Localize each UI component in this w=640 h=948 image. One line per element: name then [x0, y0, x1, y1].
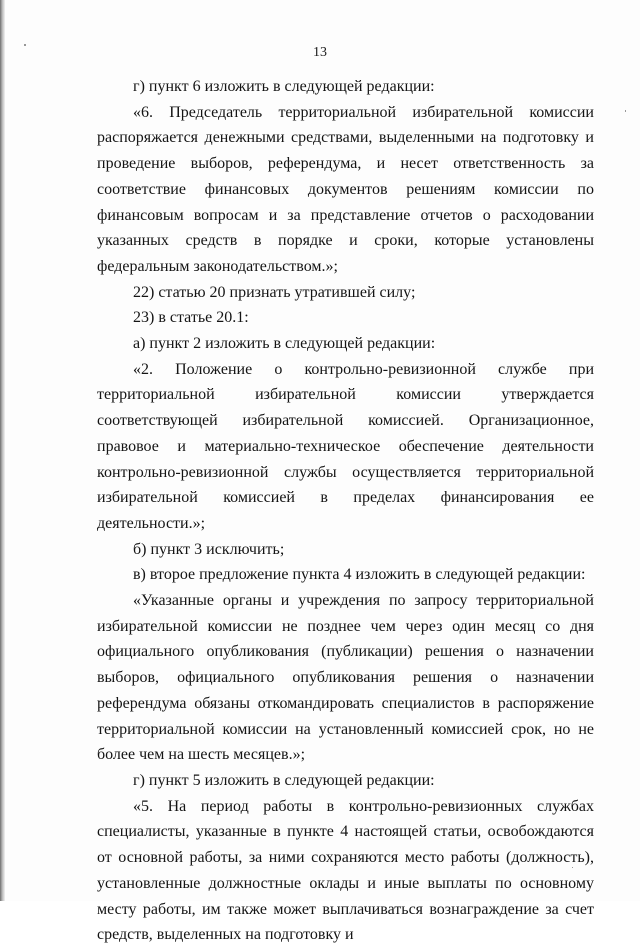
scan-speck [625, 110, 626, 112]
scan-edge-shadow [0, 0, 5, 901]
paragraph-clause-v-4: в) второе предложение пункта 4 изложить в следующей редакции: [133, 566, 586, 584]
paragraph-clause-g-5: г) пункт 5 изложить в следующей редакции: [133, 771, 435, 789]
paragraph-quote-2: «2. Положение о контрольно-ревизионной службе при территориальной избирательной комиссии утверждается соответствующей избирательной комиссией. Организационное, правовое и материально-техническое обеспечение деятельности контрольно-ревизионной службы осуществляется территориальной избирательной комиссией в пределах финансирования ее деятельности.»; [97, 360, 594, 532]
paragraph-quote-4: «Указанные органы и учреждения по запросу территориальной избирательной комиссии не позднее чем через один месяц со дня официального опубликования (публикации) решения о назначении выборов, официального опубликования решения о назначении референдума обязаны откомандировать специалистов в распоряжение территориальной комиссии на установленный комиссией срок, но не более чем на шесть месяцев.»; [97, 592, 594, 764]
paragraph-clause-a-2: а) пункт 2 изложить в следующей редакции: [133, 335, 436, 353]
page-number: 13 [313, 45, 327, 60]
paragraph-clause-g-6: г) пункт 6 изложить в следующей редакции: [133, 78, 435, 95]
paragraph-clause-b-3: б) пункт 3 исключить; [133, 540, 285, 558]
paragraph-quote-6: «6. Председатель территориальной избирательной комиссии распоряжается денежными средствами, выделенными на подготовку и проведение выборов, референдума, и несет ответственность за соответствие финансовых документов решениям комиссии по финансовым вопросам и за представление отчетов о расходовании указанных средств в порядке и сроки, которые установлены федеральным законодательством.»; [97, 103, 594, 275]
paragraph-quote-5: «5. На период работы в контрольно-ревизионных службах специалисты, указанные в пункте 4 настоящей статьи, освобождаются от основной работы, за ними сохраняются место работы (должность), установленные должностные оклады и иные выплаты по основному месту работы, им также может выплачиваться вознаграждение за счет средств, выделенных на подготовку и [97, 797, 594, 944]
paragraph-item-23: 23) в статье 20.1: [133, 309, 249, 327]
document-body [97, 74, 594, 948]
paragraph-item-22: 22) статью 20 признать утратившей силу; [133, 283, 416, 301]
